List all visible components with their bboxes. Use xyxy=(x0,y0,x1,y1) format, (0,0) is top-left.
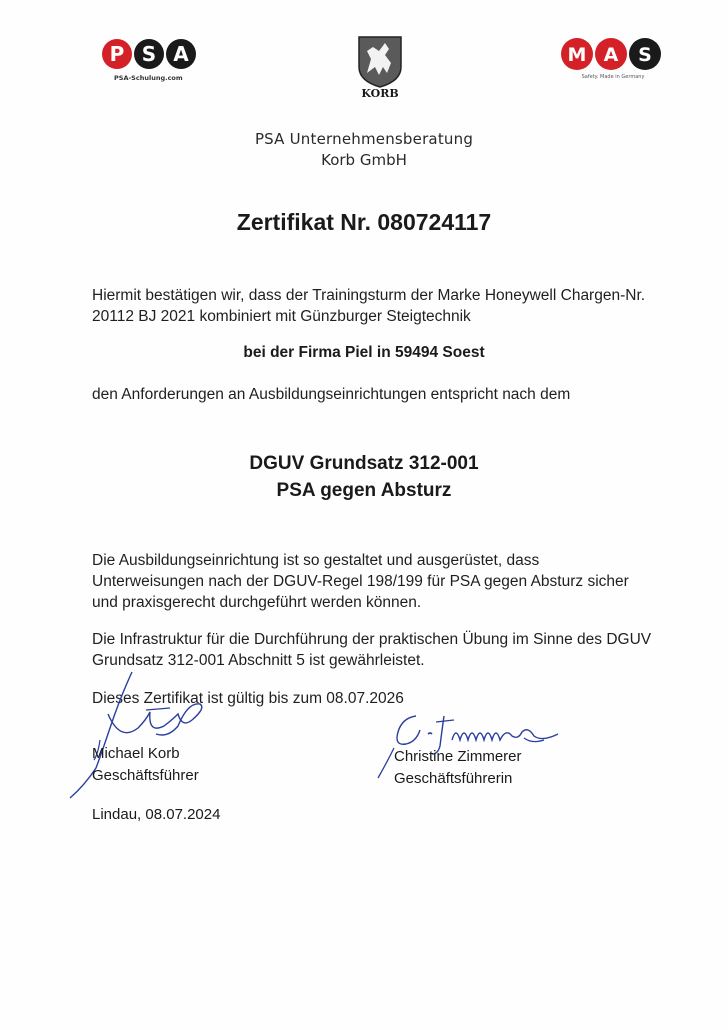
psa-logo-letter-p: P xyxy=(109,42,125,66)
organization-name: PSA Unternehmensberatung xyxy=(254,130,474,148)
psa-logo-letter-a: A xyxy=(173,42,189,66)
psa-logo xyxy=(100,36,210,84)
facility-paragraph: Die Ausbildungseinrichtung ist so gestaltet und ausgerüstet, dass Unterweisungen nach der DGUV-Regel 198/199 für PSA gegen Absturz sicher und praxisgerecht durchgeführt werden können. xyxy=(92,552,629,611)
psa-logo-letter-s: S xyxy=(141,42,157,66)
organization-company: Korb GmbH xyxy=(321,151,407,169)
certificate-title: Zertifikat Nr. 080724117 xyxy=(236,209,492,235)
mas-logo-tagline: Safety. Made in Germany xyxy=(581,74,645,80)
mas-logo xyxy=(558,36,668,82)
requirements-paragraph: den Anforderungen an Ausbildungseinrichtungen entspricht nach dem xyxy=(92,386,571,403)
svg-text:S: S xyxy=(638,44,652,66)
infrastructure-paragraph: Die Infrastruktur für die Durchführung der praktischen Übung im Sinne des DGUV Grundsatz 312-001 Abschnitt 5 ist gewährleistet. xyxy=(92,631,652,669)
psa-logo-tagline: PSA-Schulung.com xyxy=(114,74,183,82)
korb-label: KORB xyxy=(361,87,399,99)
validity-line: Dieses Zertifikat ist gültig bis zum 08.07.2026 xyxy=(92,690,404,707)
signatory-right-role: Geschäftsführerin xyxy=(394,770,513,787)
korb-crest-logo xyxy=(355,33,405,99)
confirmation-paragraph: Hiermit bestätigen wir, dass der Trainingsturm der Marke Honeywell Chargen-Nr. 20112 BJ 2021 kombiniert mit Günzburger Steigtechnik xyxy=(92,287,646,325)
signatory-left-name: Michael Korb xyxy=(92,745,180,762)
standard-title: DGUV Grundsatz 312-001 xyxy=(249,453,479,474)
firm-line: bei der Firma Piel in 59494 Soest xyxy=(243,344,485,361)
signatory-right-name: Christine Zimmerer xyxy=(394,748,522,765)
svg-text:A: A xyxy=(603,44,619,66)
standard-subtitle: PSA gegen Absturz xyxy=(276,480,452,501)
svg-text:M: M xyxy=(567,44,587,66)
place-and-date: Lindau, 08.07.2024 xyxy=(92,806,221,823)
signatory-left-role: Geschäftsführer xyxy=(92,767,199,784)
